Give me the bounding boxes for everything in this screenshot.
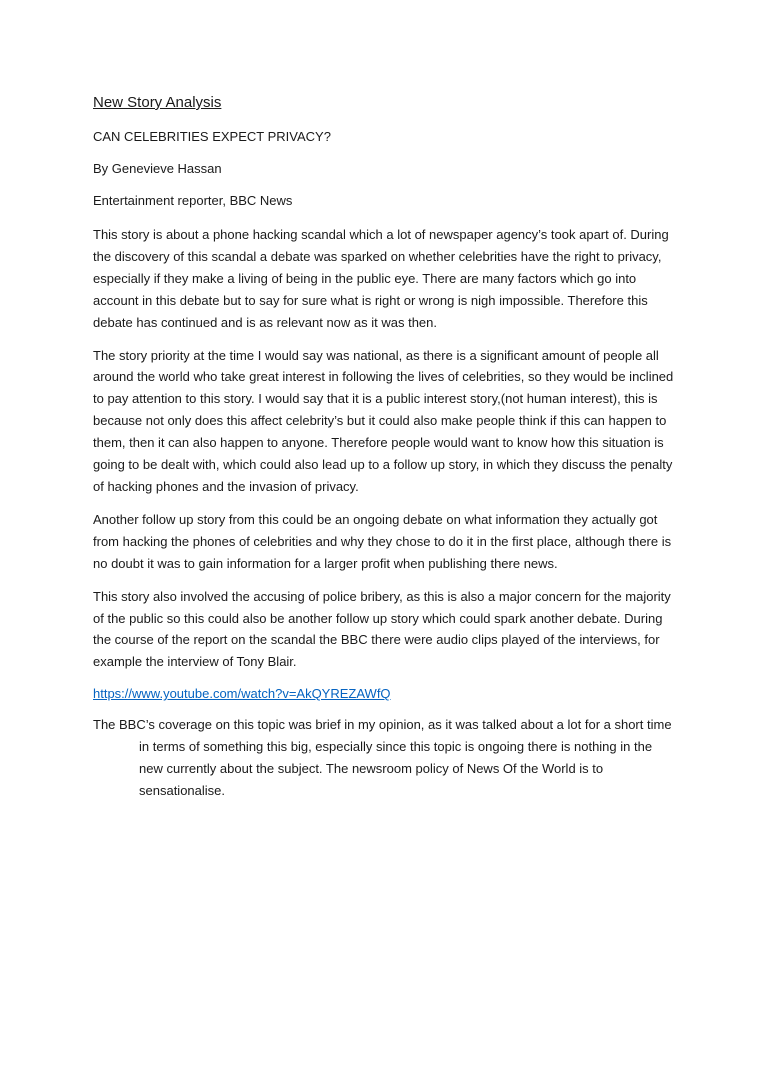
youtube-link-line: [93, 684, 678, 704]
byline: By Genevieve Hassan: [93, 161, 222, 176]
paragraph-3: Another follow up story from this could be an ongoing debate on what information they actually got from hacking the phones of celebrities and why they chose to do it in the first place, although there is no doubt it was to gain information for a larger profit when publishing there news.: [93, 511, 672, 571]
paragraph-2: The story priority at the time I would say was national, as there is a significant amount of people all around the world who take great interest in following the lives of celebrities, so they would be inclined to pay attention to this story. I would say that it is a public interest story,(not human interest), this is because not only does this affect celebrity’s but it could also make people think if this can happen to them, then it can also happen to anyone. Therefore people would want to know how this situation is going to be dealt with, which could also lead up to a follow up story, in which they discuss the penalty of hacking phones and the invasion of privacy.: [93, 347, 674, 494]
youtube-link[interactable]: https://www.youtube.com/watch?v=AkQYREZAWfQ: [93, 686, 391, 702]
document-title: New Story Analysis: [93, 94, 222, 111]
document-page: [93, 92, 678, 802]
closing-paragraph: The BBC’s coverage on this topic was brief in my opinion, as it was talked about a lot for a short time in terms of something this big, especially since this topic is ongoing there is nothing in the new currently about the subject. The newsroom policy of News Of the World is to sensationalise.: [93, 717, 672, 798]
paragraph-4: This story also involved the accusing of police bribery, as this is also a major concern for the majority of the public so this could also be another follow up story which could spark another debate. During the course of the report on the scandal the BBC there were audio clips played of the interviews, for example the interview of Tony Blair.: [93, 588, 671, 670]
paragraph-1: This story is about a phone hacking scandal which a lot of newspaper agency’s took apart of. During the discovery of this scandal a debate was sparked on whether celebrities have the right to privacy, especially if they make a living of being in the public eye. There are many factors which go into account in this debate but to say for sure what is right or wrong is nigh impossible. Therefore this debate has continued and is as relevant now as it was then.: [93, 227, 669, 330]
headline: CAN CELEBRITIES EXPECT PRIVACY?: [93, 129, 331, 144]
author-role: Entertainment reporter, BBC News: [93, 193, 293, 208]
